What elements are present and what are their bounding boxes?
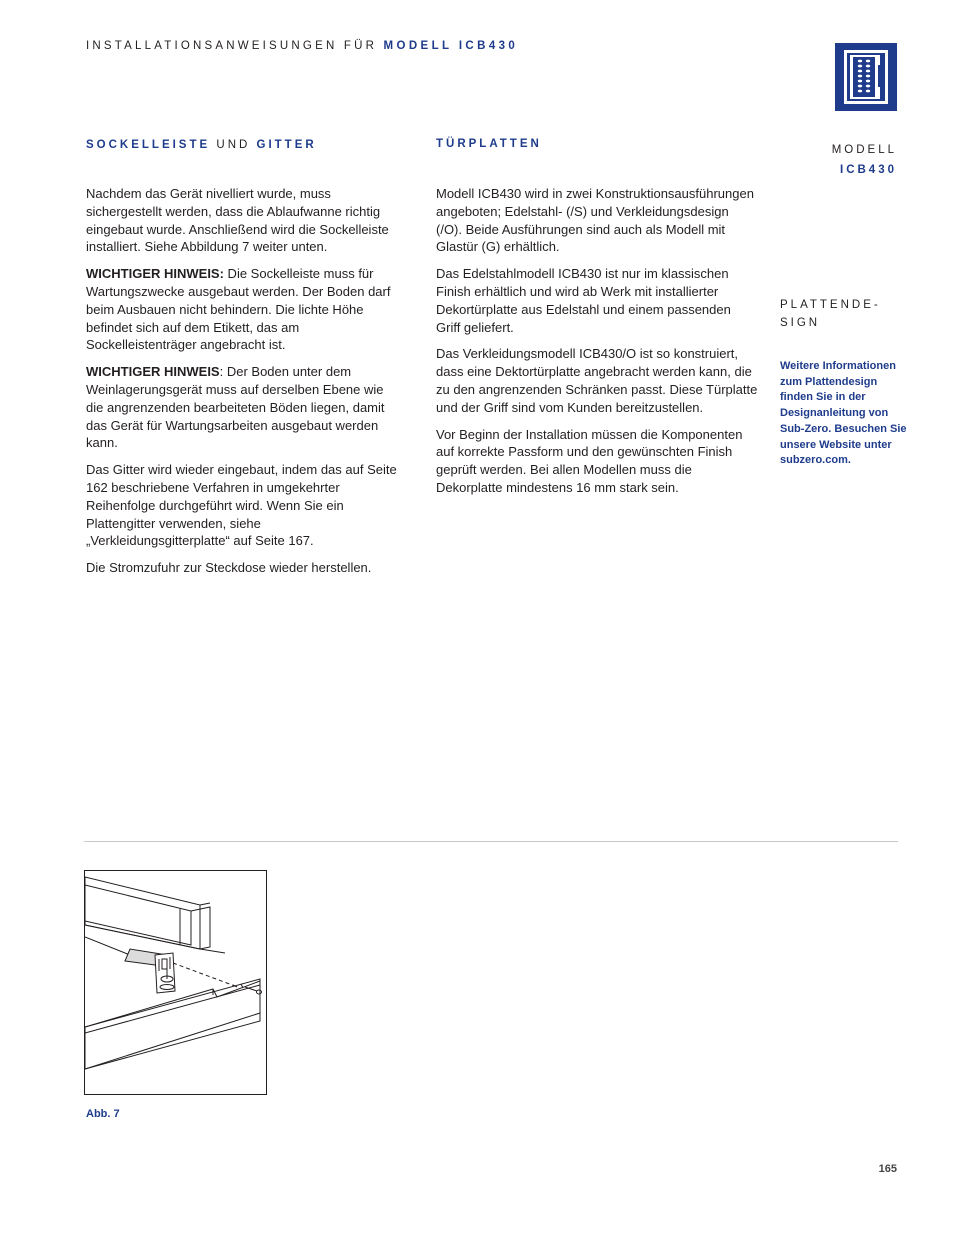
horizontal-rule: [84, 841, 898, 842]
sidebar-heading-line: SIGN: [780, 317, 821, 329]
heading-part-1: SOCKELLEISTE: [86, 139, 211, 151]
paragraph: [86, 265, 404, 354]
sidebar-model: [832, 140, 897, 180]
kickplate-installation-illustration: [84, 870, 267, 1095]
paragraph: [86, 559, 404, 577]
paragraph-text: Die Stromzufuhr zur Steckdose wieder herstellen.: [86, 560, 372, 576]
paragraph: [86, 363, 404, 452]
left-column-body: [86, 185, 404, 586]
paragraph: Modell ICB430 wird in zwei Konstruktionsausführungen angeboten; Edelstahl- (/S) und Verkleidungsdesign (/O). Beide Ausführungen sind auch als Modell mit Glastür (G) erhältlich.: [436, 186, 754, 255]
page-number: 165: [878, 1163, 897, 1175]
sidebar-heading-line: PLATTENDE-: [780, 299, 881, 311]
header-model: MODELL ICB430: [383, 40, 519, 52]
paragraph-text: Die Sockelleiste muss für Wartungszwecke ausgebaut werden. Der Boden darf beim Ausbauen nicht behindern. Die lichte Höhe befindet sich auf dem Etikett, das am Sockelleistenträger angebracht ist.: [86, 266, 391, 353]
figure-caption: Abb. 7: [86, 1108, 120, 1120]
paragraph-text: Nachdem das Gerät nivelliert wurde, muss sichergestellt werden, dass die Ablaufwanne richtig eingebaut wurde. Anschließend wird die Sockelleiste installiert. Siehe Abbildung 7 weiter unten.: [86, 186, 389, 255]
sidebar-heading: [780, 296, 881, 332]
important-note-label: WICHTIGER HINWEIS: [86, 364, 220, 380]
paragraph-text: Das Gitter wird wieder eingebaut, indem das auf Seite 162 beschriebene Verfahren in umgekehrter Reihenfolge durchgeführt wird. Wenn Sie ein Plattengitter verwenden, siehe „Verkleidungsgitterplatte“ auf Seite 167.: [86, 462, 397, 549]
paragraph: Das Verkleidungsmodell ICB430/O ist so konstruiert, dass eine Dektortürplatte angebracht werden kann, die zu den angrenzenden Schränken passt. Diese Türplatte und der Griff sind vom Kunden bereitzustellen.: [436, 346, 758, 415]
section-heading-tuerplatten: TÜRPLATTEN: [436, 138, 542, 150]
wine-cabinet-icon: [835, 43, 897, 111]
paragraph: Das Edelstahlmodell ICB430 ist nur im klassischen Finish erhältlich und wird ab Werk mit installierter Dekortürplatte aus Edelstahl und einem passenden Griff geliefert.: [436, 266, 731, 335]
section-heading-sockelleiste: [86, 139, 317, 151]
running-header: [86, 40, 518, 52]
sidebar-model-label: MODELL: [831, 144, 897, 156]
paragraph: [86, 185, 404, 256]
header-prefix: INSTALLATIONSANWEISUNGEN FÜR: [86, 40, 378, 52]
paragraph: [86, 461, 404, 550]
heading-part-3: GITTER: [256, 139, 317, 151]
heading-part-2: UND: [216, 139, 251, 151]
paragraph: Vor Beginn der Installation müssen die Komponenten auf korrekte Passform und den gewünschten Finish geprüft werden. Bei allen Modellen muss die Dekorplatte mindestens 16 mm stark sein.: [436, 426, 743, 495]
middle-column-body: [436, 185, 758, 506]
important-note-label: WICHTIGER HINWEIS:: [86, 266, 224, 282]
sidebar-model-number: ICB430: [840, 164, 897, 176]
paragraph-text: : Der Boden unter dem Weinlagerungsgerät muss auf derselben Ebene wie die angrenzenden bearbeiteten Böden liegen, damit das Gerät für Wartungsarbeiten ausgebaut werden kann.: [86, 364, 385, 451]
sidebar-note: Weitere Informationen zum Plattendesign finden Sie in der Designanleitung von Sub-Zero. Besuchen Sie unsere Website unter subzero.com.: [780, 360, 907, 467]
